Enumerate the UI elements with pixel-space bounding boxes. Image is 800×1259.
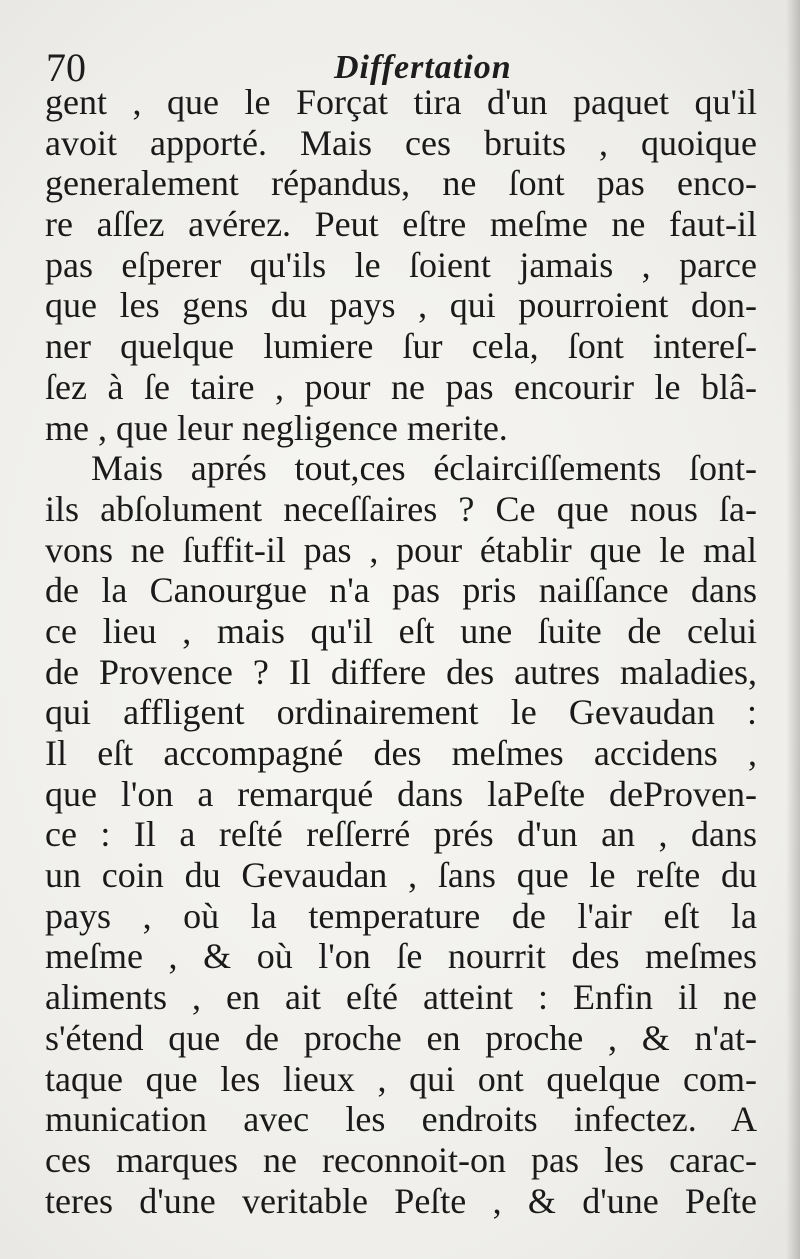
text-line: gent , que le Forçat tira d'un paquet qu'il bbox=[45, 82, 757, 122]
text-line: ce : Il a reſté reſſerré prés d'un an , dans bbox=[45, 814, 757, 855]
text-line: pays , où la temperature de l'air eſt la bbox=[45, 895, 757, 936]
text-line: que l'on a remarqué dans laPeſte deProven- bbox=[45, 773, 757, 814]
text-line: generalement répandus, ne ſont pas enco- bbox=[45, 163, 757, 204]
text-line: aliments , en ait eſté atteint : Enfin il ne bbox=[45, 977, 757, 1018]
text-line: munication avec les endroits infectez. A bbox=[45, 1099, 757, 1140]
text-line: que les gens du pays , qui pourroient don- bbox=[45, 285, 757, 326]
text-line: ner quelque lumiere ſur cela, ſont intereſ- bbox=[45, 326, 757, 367]
running-head: Differtation bbox=[334, 49, 512, 86]
text-line: Il eſt accompagné des meſmes accidens , bbox=[45, 733, 757, 773]
text-line: ce lieu , mais qu'il eſt une ſuite de celui bbox=[45, 610, 757, 651]
text-line: me , que leur negligence merite. bbox=[45, 407, 508, 448]
page-number: 70 bbox=[46, 45, 86, 90]
text-line: ils abſolument neceſſaires ? Ce que nous ſa- bbox=[45, 488, 757, 529]
body-text bbox=[45, 82, 757, 1221]
text-line: Mais aprés tout,ces éclairciſſements ſont- bbox=[91, 448, 757, 489]
text-line: re aſſez avérez. Peut eſtre meſme ne faut-il bbox=[45, 204, 757, 245]
text-line: s'étend que de proche en proche , & n'at- bbox=[45, 1017, 757, 1058]
text-line: de Provence ? Il differe des autres maladies, bbox=[45, 651, 757, 692]
text-line: avoit apporté. Mais ces bruits , quoique bbox=[45, 122, 757, 163]
text-line: meſme , & où l'on ſe nourrit des meſmes bbox=[45, 936, 757, 977]
text-line: qui affligent ordinairement le Gevaudan : bbox=[45, 692, 757, 733]
text-line: vons ne ſuffit-il pas , pour établir que le mal bbox=[45, 529, 757, 570]
text-line: un coin du Gevaudan , ſans que le reſte du bbox=[45, 855, 757, 896]
text-line: ces marques ne reconnoit-on pas les carac- bbox=[45, 1139, 757, 1180]
text-line: taque que les lieux , qui ont quelque com- bbox=[45, 1058, 757, 1099]
text-line: de la Canourgue n'a pas pris naiſſance dans bbox=[45, 570, 757, 611]
text-line: pas eſperer qu'ils le ſoient jamais , parce bbox=[45, 244, 757, 285]
text-line: ſez à ſe taire , pour ne pas encourir le blâ- bbox=[45, 366, 757, 407]
text-line: teres d'une veritable Peſte , & d'une Peſte bbox=[45, 1180, 757, 1221]
